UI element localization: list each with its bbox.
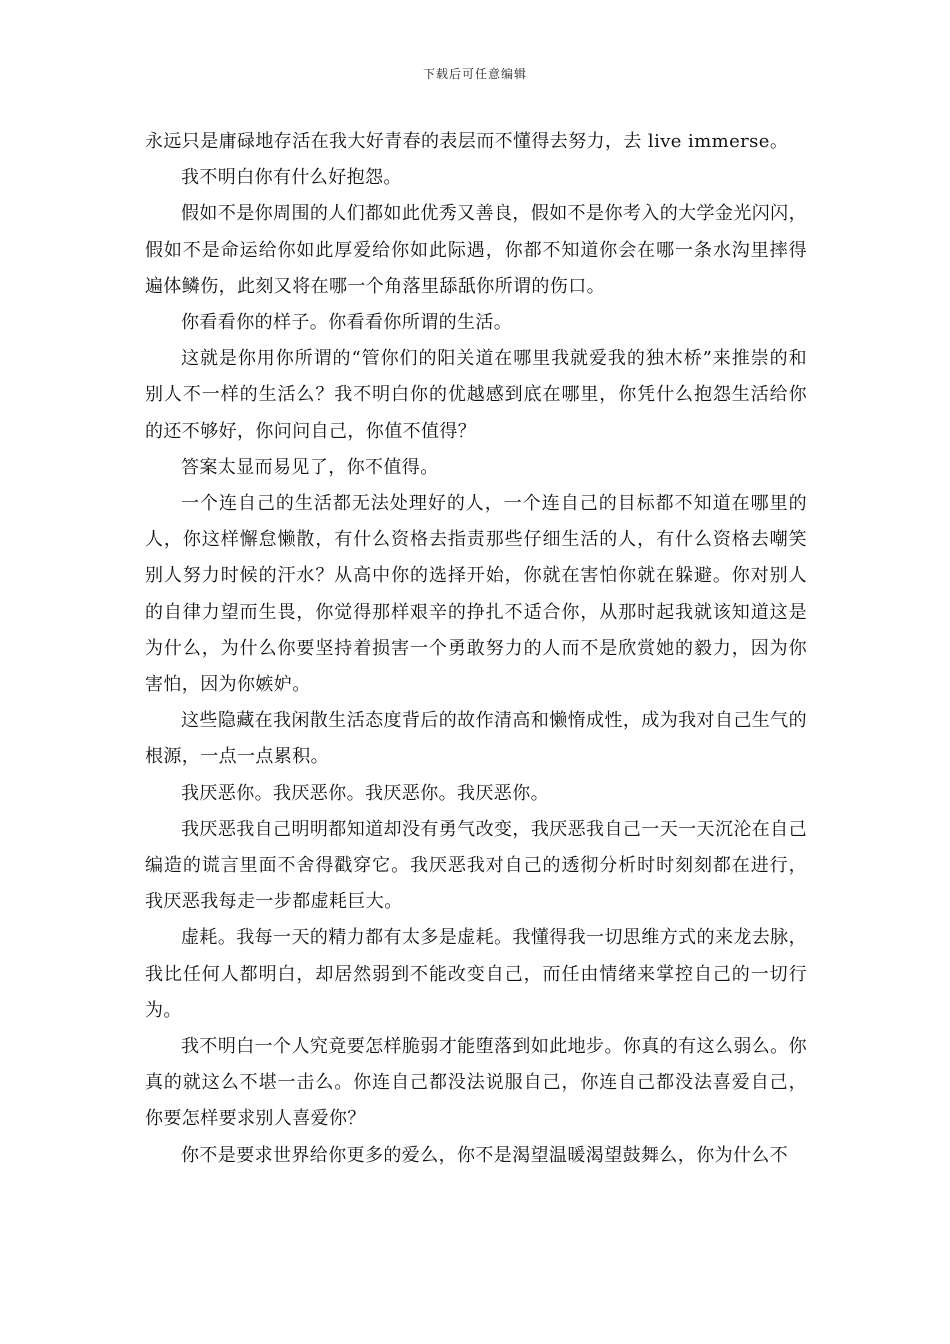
paragraph: 我厌恶我自己明明都知道却没有勇气改变，我厌恶我自己一天一天沉沦在自己编造的谎言里面不舍得戳穿它。我厌恶我对自己的透彻分析时时刻刻都在进行，我厌恶我每走一步都虚耗巨大。: [145, 818, 807, 913]
paragraph: 答案太显而易见了，你不值得。: [181, 456, 439, 478]
paragraph: 这些隐藏在我闲散生活态度背后的故作清高和懒惰成性，成为我对自己生气的根源，一点一点累积。: [145, 710, 807, 768]
paragraph: 假如不是你周围的人们都如此优秀又善良，假如不是你考入的大学金光闪闪，假如不是命运给你如此厚爱给你如此际遇，你都不知道你会在哪一条水沟里摔得遍体鳞伤，此刻又将在哪一个角落里舔舐你所谓的伤口。: [145, 203, 807, 297]
paragraph: 一个连自己的生活都无法处理好的人，一个连自己的目标都不知道在哪里的人，你这样懈怠懒散，有什么资格去指责那些仔细生活的人，有什么资格去嘲笑别人努力时候的汗水？从高中你的选择开始，你就在害怕你就在躲避。你对别人的自律力望而生畏，你觉得那样艰辛的挣扎不适合你，从那时起我就该知道这是为什么，为什么你要坚持着损害一个勇敢努力的人而不是欣赏她的毅力，因为你害怕，因为你嫉妒。: [145, 493, 807, 696]
page-header: 下载后可任意编辑: [422, 67, 527, 81]
paragraph: 这就是你用你所谓的“管你们的阳关道在哪里我就爱我的独木桥”来推崇的和别人不一样的生活么？我不明白你的优越感到底在哪里，你凭什么抱怨生活给你的还不够好，你问问自己，你值不值得？: [145, 348, 807, 442]
paragraph: 我不明白你有什么好抱怨。: [181, 167, 402, 189]
paragraph: 永远只是庸碌地存活在我大好青春的表层而不懂得去努力，去 live immerse。: [145, 131, 789, 152]
document-body: [145, 124, 807, 1174]
paragraph: 我厌恶你。我厌恶你。我厌恶你。我厌恶你。: [181, 782, 549, 804]
paragraph: 我不明白一个人究竟要怎样脆弱才能堕落到如此地步。你真的有这么弱么。你真的就这么不堪一击么。你连自己都没法说服自己，你连自己都没法喜爱自己，你要怎样要求别人喜爱你？: [145, 1036, 807, 1130]
paragraph: 你不是要求世界给你更多的爱么，你不是渴望温暖渴望鼓舞么，你为什么不: [181, 1144, 789, 1166]
paragraph: 虚耗。我每一天的精力都有太多是虚耗。我懂得我一切思维方式的来龙去脉，我比任何人都明白，却居然弱到不能改变自己，而任由情绪来掌控自己的一切行为。: [145, 927, 807, 1021]
paragraph: 你看看你的样子。你看看你所谓的生活。: [181, 312, 513, 334]
